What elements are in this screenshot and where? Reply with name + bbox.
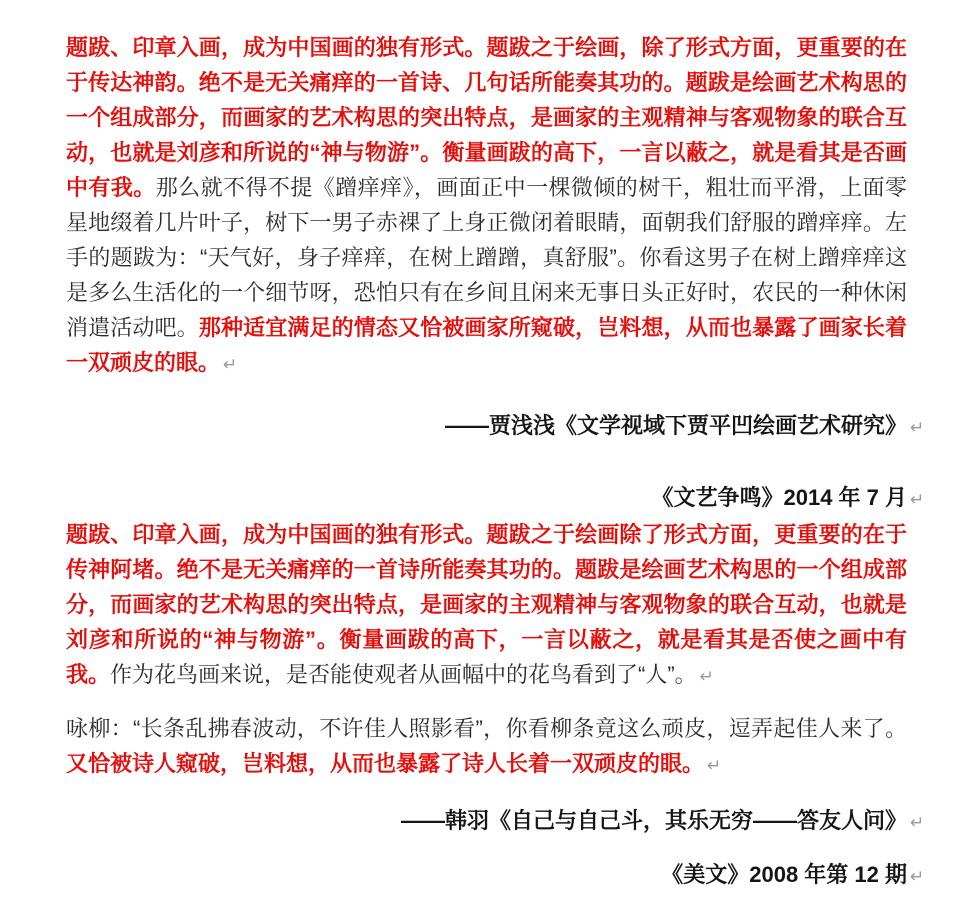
paragraph-mark-icon: ↵ (910, 490, 925, 509)
citation-2-author (66, 803, 925, 840)
text-run-black: 那么就不得不提《蹭痒痒》，画面正中一棵微倾的树干，粗壮而平滑，上面零星地缀着几片叶子，树下一男子赤裸了上身正微闭着眼睛，面朝我们舒服的蹭痒痒。左手的题跋为：“天气好，身子痒痒，在树上蹭蹭，真舒服”。你看这男子在树上蹭痒痒这是多么生活化的一个细节呀，恐怕只有在乡间且闲来无事日头正好时，农民的一种休闲消遣活动吧。 (66, 175, 907, 340)
text-run-black: 咏柳：“长条乱拂春波动，不许佳人照影看”，你看柳条竟这么顽皮，逗弄起佳人来了。 (66, 716, 907, 741)
paragraph-mark-icon: ↵ (699, 667, 714, 686)
passage-3 (66, 711, 907, 783)
passage-1 (66, 30, 907, 382)
text-run-black: 作为花鸟画来说，是否能使观者从画幅中的花鸟看到了“人”。 (110, 662, 697, 687)
passage-2 (66, 517, 907, 694)
citation-text: ——贾浅浅《文学视域下贾平凹绘画艺术研究》 (444, 413, 907, 438)
paragraph-mark-icon: ↵ (223, 355, 238, 374)
paragraph-mark-icon: ↵ (707, 756, 722, 775)
text-run-red: 题跋、印章入画，成为中国画的独有形式。题跋之于绘画，除了形式方面，更重要的在于传达神韵。绝不是无关痛痒的一首诗、几句话所能奏其功的。题跋是绘画艺术构思的一个组成部分，而画家的艺术构思的突出特点，是画家的主观精神与客观物象的联合互动，也就是刘彦和所说的“神与物游”。衡量画跋的高下，一言以蔽之，就是看其是否画中有我。 (66, 35, 907, 200)
citation-1-source (66, 480, 925, 517)
citation-text: 《美文》2008 年第 12 期 (661, 862, 907, 887)
citation-1-author (66, 408, 925, 445)
text-run-red: 又恰被诗人窥破，岂料想，从而也暴露了诗人长着一双顽皮的眼。 (66, 751, 705, 776)
text-run-red: 那种适宜满足的情态又恰被画家所窥破，岂料想，从而也暴露了画家长着一双顽皮的眼。 (66, 315, 907, 375)
citation-text: ——韩羽《自己与自己斗，其乐无穷——答友人问》 (400, 808, 907, 833)
paragraph-mark-icon: ↵ (910, 813, 925, 832)
paragraph-mark-icon: ↵ (910, 867, 925, 886)
citation-text: 《文艺争鸣》2014 年 7 月 (651, 485, 907, 510)
citation-2-source (66, 857, 925, 894)
text-run-red: 题跋、印章入画，成为中国画的独有形式。题跋之于绘画除了形式方面，更重要的在于传神阿堵。绝不是无关痛痒的一首诗所能奏其功的。题跋是绘画艺术构思的一个组成部分，而画家的艺术构思的突出特点，是画家的主观精神与客观物象的联合互动，也就是刘彦和所说的“神与物游”。衡量画跋的高下，一言以蔽之，就是看其是否使之画中有我。 (66, 522, 907, 687)
paragraph-mark-icon: ↵ (910, 418, 925, 437)
